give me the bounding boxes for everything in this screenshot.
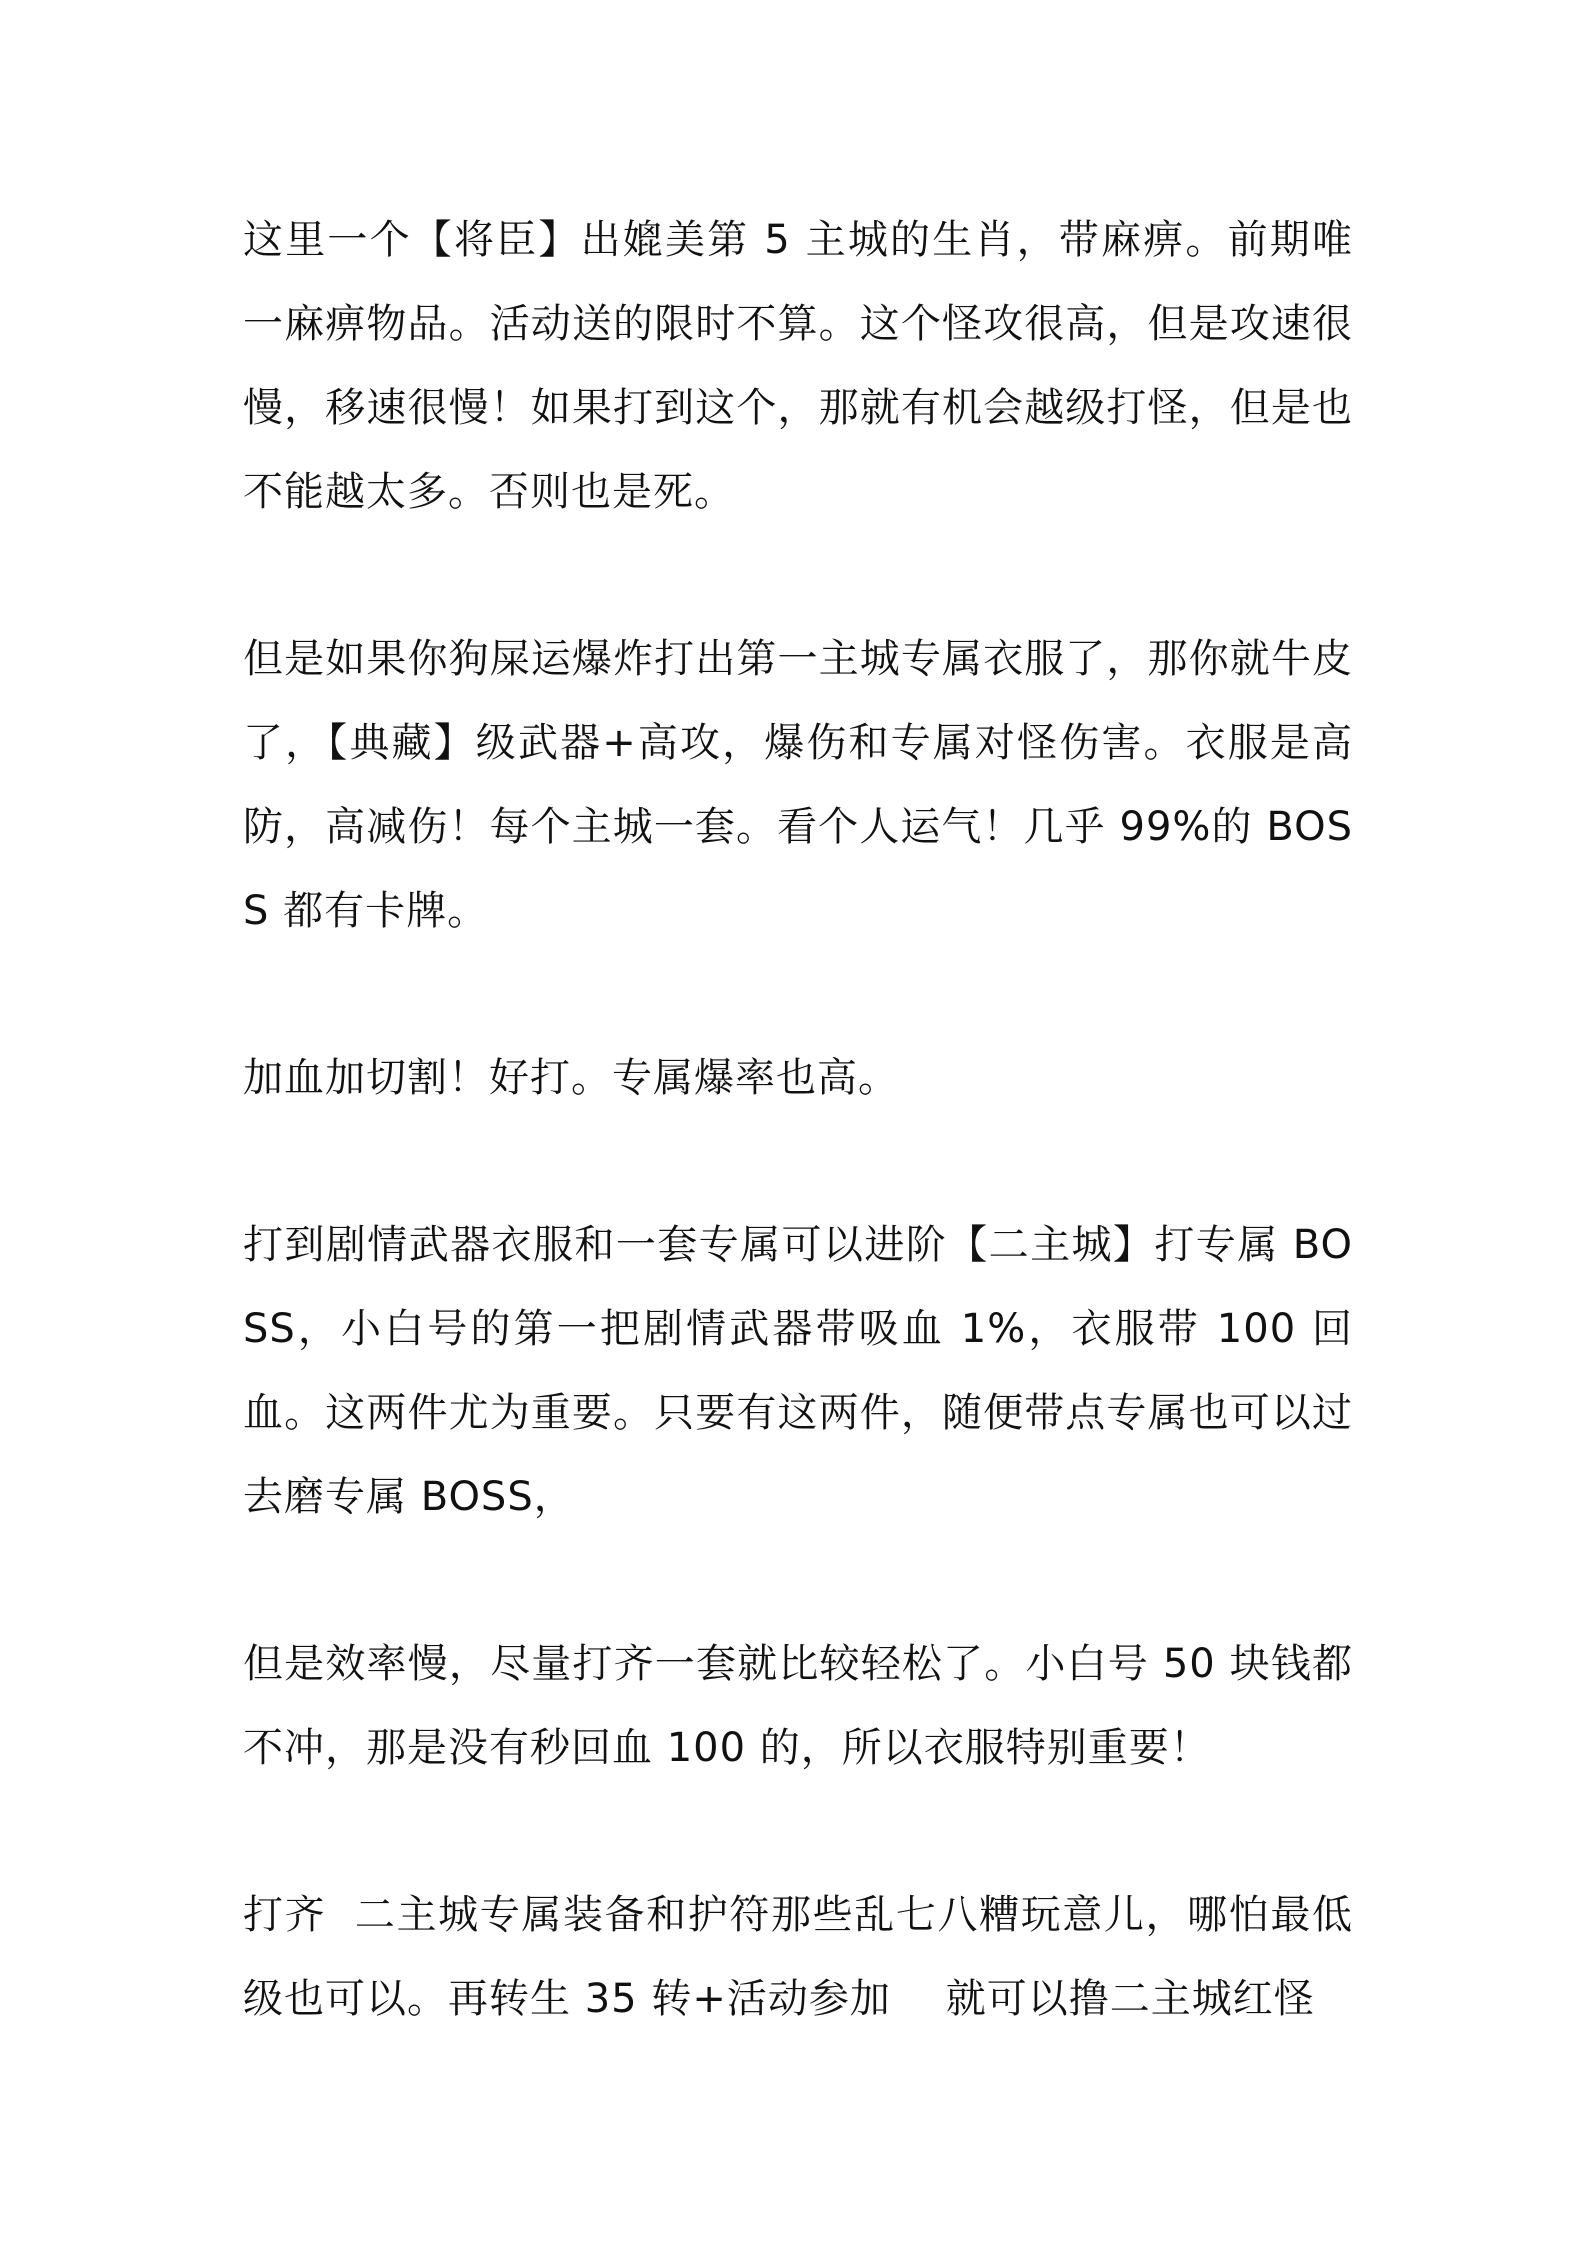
- paragraph-4: 打到剧情武器衣服和一套专属可以进阶【二主城】打专属 BOSS，小白号的第一把剧情武器带吸血 1%，衣服带 100 回血。这两件尤为重要。只要有这两件，随便带点专属也可以过去磨专属 BOSS，: [243, 1222, 1353, 1520]
- paragraph-3: 加血加切割！好打。专属爆率也高。: [243, 1055, 899, 1101]
- paragraph-2: 但是如果你狗屎运爆炸打出第一主城专属衣服了，那你就牛皮了，【典藏】级武器+高攻，爆伤和专属对怪伤害。衣服是高防，高减伤！每个主城一套。看个人运气！几乎 99%的 BOSS 都有卡牌。: [243, 636, 1353, 934]
- document-body: [243, 198, 1353, 2041]
- paragraph-1: 这里一个【将臣】出媲美第 5 主城的生肖，带麻痹。前期唯一麻痹物品。活动送的限时不算。这个怪攻很高，但是攻速很慢，移速很慢！如果打到这个，那就有机会越级打怪，但是也不能越太多。否则也是死。: [243, 217, 1353, 515]
- paragraph-6: 打齐 二主城专属装备和护符那些乱七八糟玩意儿，哪怕最低级也可以。再转生 35 转+活动参加 就可以撸二主城红怪: [243, 1892, 1353, 2022]
- paragraph-5: 但是效率慢，尽量打齐一套就比较轻松了。小白号 50 块钱都不冲，那是没有秒回血 100 的，所以衣服特别重要！: [243, 1641, 1353, 1771]
